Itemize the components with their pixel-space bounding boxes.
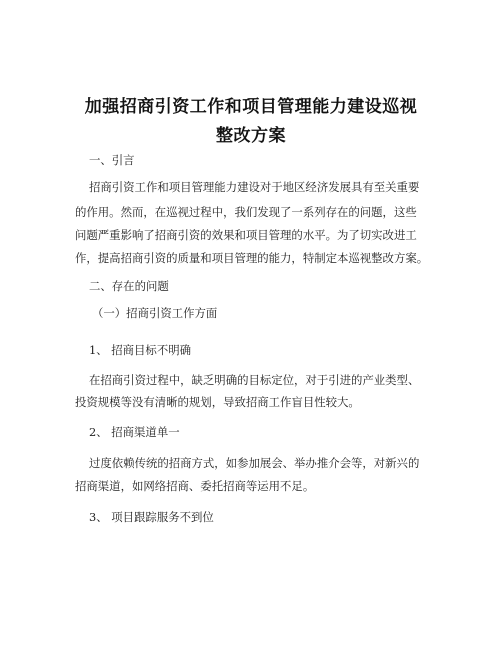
intro-paragraph-line-2: 的作用。然而，在巡视过程中，我们发现了一系列存在的问题，这些 — [75, 205, 417, 219]
intro-paragraph-line-1: 招商引资工作和项目管理能力建设对于地区经济发展具有至关重要 — [89, 180, 420, 194]
item-2-line-1: 过度依赖传统的招商方式，如参加展会、举办推介会等，对新兴的 — [89, 456, 420, 470]
item-1-line-1: 在招商引资过程中，缺乏明确的目标定位，对于引进的产业类型、 — [89, 373, 420, 387]
section-heading-problems: 二、存在的问题 — [89, 279, 169, 293]
item-2-line-2: 招商渠道，如网络招商、委托招商等运用不足。 — [75, 479, 315, 493]
item-2-heading: 2、 招商渠道单一 — [89, 425, 180, 439]
item-3-heading: 3、 项目跟踪服务不到位 — [89, 510, 214, 524]
subsection-heading-investment: （一）招商引资工作方面 — [92, 306, 218, 320]
intro-paragraph-line-3: 问题严重影响了招商引资的效果和项目管理的水平。为了切实改进工 — [75, 228, 417, 242]
item-1-heading: 1、 招商目标不明确 — [89, 343, 191, 357]
document-title-line-2: 整改方案 — [216, 126, 286, 146]
item-1-line-2: 投资规模等没有清晰的规划，导致招商工作盲目性较大。 — [75, 395, 360, 409]
section-heading-introduction: 一、引言 — [89, 153, 135, 167]
document-title-line-1: 加强招商引资工作和项目管理能力建设巡视 — [84, 97, 418, 117]
intro-paragraph-line-4: 作，提高招商引资的质量和项目管理的能力，特制定本巡视整改方案。 — [75, 251, 429, 265]
